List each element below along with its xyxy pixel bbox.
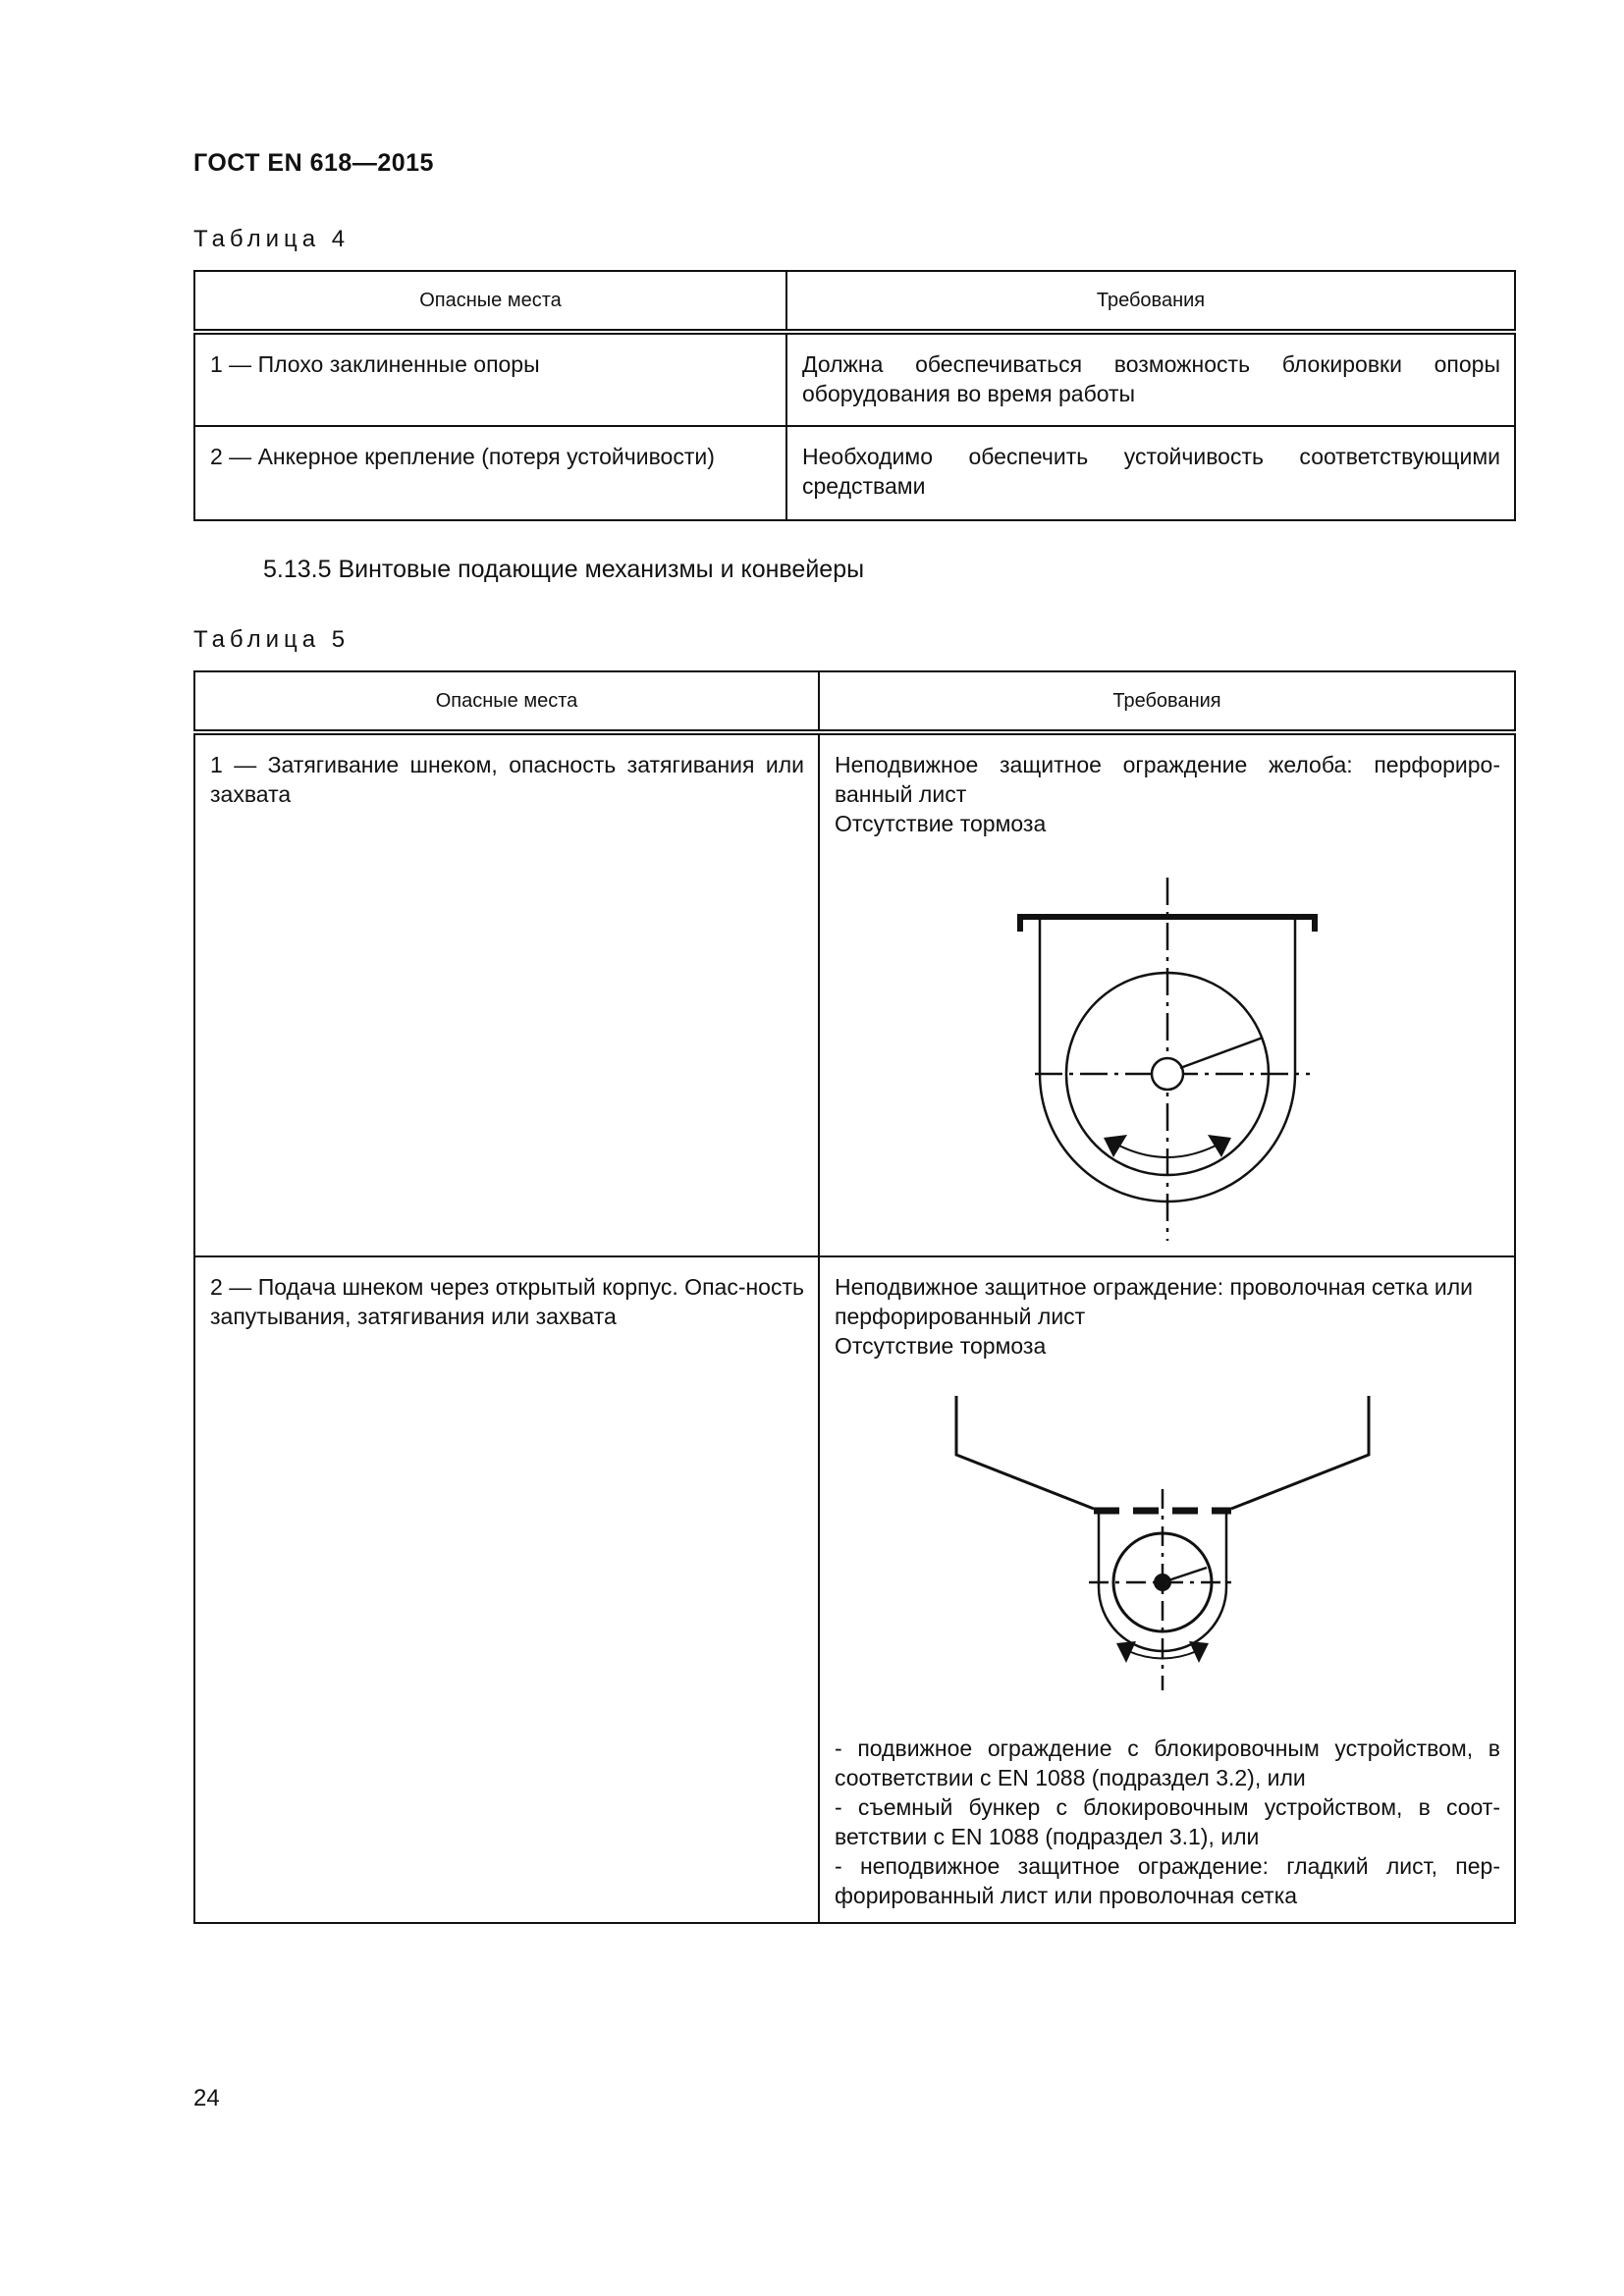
table-row (194, 426, 1515, 520)
table-row (194, 732, 1515, 1256)
column-header-requirements: Требования (786, 271, 1515, 332)
requirement-cell (819, 1256, 1515, 1923)
trough-diagram (1005, 878, 1329, 1241)
table-header-row (194, 671, 1515, 732)
hazard-cell: 2 — Подача шнеком через открытый корпус. Опас-ность запутывания, затягивания или захвата (194, 1256, 819, 1923)
requirement-note: Отсутствие тормоза (835, 811, 1047, 836)
page-number: 24 (193, 2085, 220, 2111)
hazard-cell: 1 — Плохо заклиненные опоры (194, 332, 786, 426)
screw-hopper-guard-figure (835, 1396, 1500, 1690)
requirement-cell: Необходимо обеспечить устойчивость соответствующими средствами (786, 426, 1515, 520)
requirement-text: Неподвижное защитное ограждение: проволочная сетка или перфорированный лист (835, 1274, 1473, 1329)
table-5 (193, 670, 1516, 1924)
requirement-text: Неподвижное защитное ограждение желоба: перфориро-ванный лист (835, 752, 1500, 807)
requirement-cell (819, 732, 1515, 1256)
page-header-title: ГОСТ EN 618—2015 (193, 149, 434, 177)
hazard-cell: 1 — Затягивание шнеком, опасность затягивания или захвата (194, 732, 819, 1256)
table-4 (193, 270, 1516, 521)
screw-trough-guard-figure (835, 878, 1500, 1241)
column-header-hazard: Опасные места (194, 671, 819, 732)
column-header-requirements: Требования (819, 671, 1515, 732)
hopper-diagram (951, 1396, 1383, 1690)
table-header-row (194, 271, 1515, 332)
requirement-cell: Должна обеспечиваться возможность блокировки опоры оборудования во время работы (786, 332, 1515, 426)
table-4-caption: Таблица 4 (193, 226, 351, 252)
section-heading: 5.13.5 Винтовые подающие механизмы и конвейеры (263, 556, 865, 583)
option-item: - неподвижное защитное ограждение: гладкий лист, пер-форированный лист или проволочная сетка (835, 1853, 1500, 1908)
column-header-hazard: Опасные места (194, 271, 786, 332)
option-item: - подвижное ограждение с блокировочным устройством, в соответствии с EN 1088 (подраздел 3.2), или (835, 1735, 1500, 1790)
requirement-note: Отсутствие тормоза (835, 1333, 1047, 1359)
table-row (194, 332, 1515, 426)
hazard-cell: 2 — Анкерное крепление (потеря устойчивости) (194, 426, 786, 520)
table-5-caption: Таблица 5 (193, 626, 351, 653)
option-item: - съемный бункер с блокировочным устройством, в соот-ветствии с EN 1088 (подраздел 3.1), или (835, 1794, 1500, 1849)
table-row (194, 1256, 1515, 1923)
